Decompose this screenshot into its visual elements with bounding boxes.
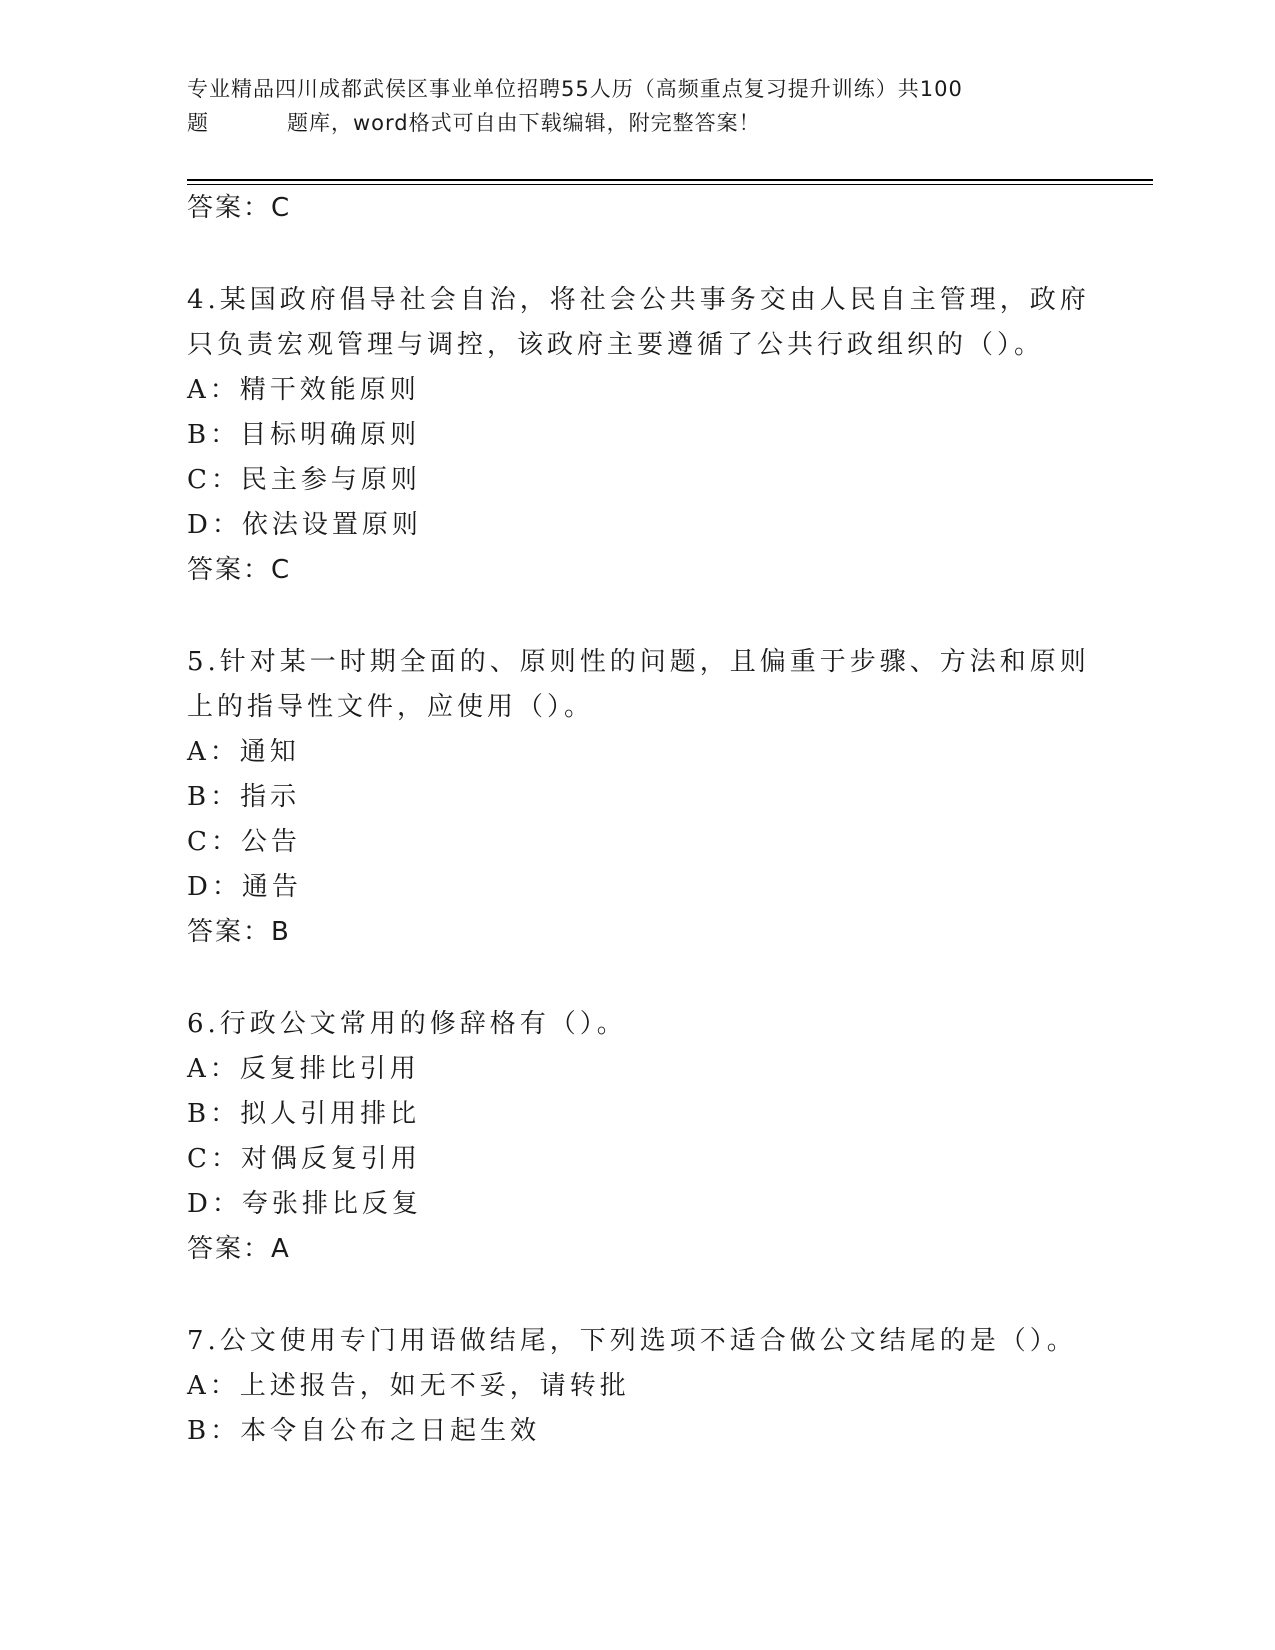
- option-c: C：对偶反复引用: [187, 1144, 421, 1174]
- header-title-line-2: [187, 106, 1067, 140]
- answer: 答案：B: [187, 917, 291, 947]
- previous-answer: 答案：C: [187, 193, 292, 223]
- question-stem-line: 6.行政公文常用的修辞格有（）。: [187, 1009, 627, 1039]
- answer: 答案：C: [187, 555, 292, 585]
- header-divider-thick: [187, 179, 1153, 181]
- option-a: A：精干效能原则: [187, 375, 420, 405]
- option-b: B：目标明确原则: [187, 420, 421, 450]
- option-a: A：反复排比引用: [187, 1054, 420, 1084]
- header-title-fragment: 题: [187, 111, 209, 135]
- question-stem-line: 上的指导性文件，应使用（）。: [187, 692, 595, 722]
- option-d: D：通告: [187, 872, 302, 902]
- question-4: [187, 278, 1090, 593]
- option-a: A：上述报告，如无不妥，请转批: [187, 1371, 630, 1401]
- question-6: [187, 1002, 1087, 1272]
- header-title-line-1: 专业精品四川成都武侯区事业单位招聘55人历（高频重点复习提升训练）共100: [187, 77, 963, 101]
- option-d: D：夸张排比反复: [187, 1189, 422, 1219]
- question-7: [187, 1319, 1087, 1454]
- question-stem-line: 5.针对某一时期全面的、原则性的问题，且偏重于步骤、方法和原则: [187, 647, 1090, 677]
- option-b: B：拟人引用排比: [187, 1099, 421, 1129]
- question-stem-line: 4.某国政府倡导社会自治，将社会公共事务交由人民自主管理，政府: [187, 285, 1090, 315]
- spacer: [187, 955, 1087, 1002]
- option-c: C：公告: [187, 827, 301, 857]
- option-b: B：本令自公布之日起生效: [187, 1416, 541, 1446]
- question-stem-line: 7.公文使用专门用语做结尾，下列选项不适合做公文结尾的是（）。: [187, 1326, 1077, 1356]
- question-list: [187, 186, 1090, 1454]
- question-5: [187, 640, 1090, 955]
- document-header: [187, 72, 1067, 140]
- header-subtitle: 题库，word格式可自由下载编辑，附完整答案！: [287, 111, 761, 135]
- spacer: [187, 231, 1087, 278]
- answer: 答案：A: [187, 1234, 291, 1264]
- option-a: A：通知: [187, 737, 300, 767]
- option-c: C：民主参与原则: [187, 465, 421, 495]
- option-d: D：依法设置原则: [187, 510, 422, 540]
- header-divider-thin: [187, 184, 1153, 185]
- spacer: [187, 1272, 1087, 1319]
- option-b: B：指示: [187, 782, 301, 812]
- spacer: [187, 593, 1087, 640]
- question-stem-line: 只负责宏观管理与调控，该政府主要遵循了公共行政组织的（）。: [187, 330, 1045, 360]
